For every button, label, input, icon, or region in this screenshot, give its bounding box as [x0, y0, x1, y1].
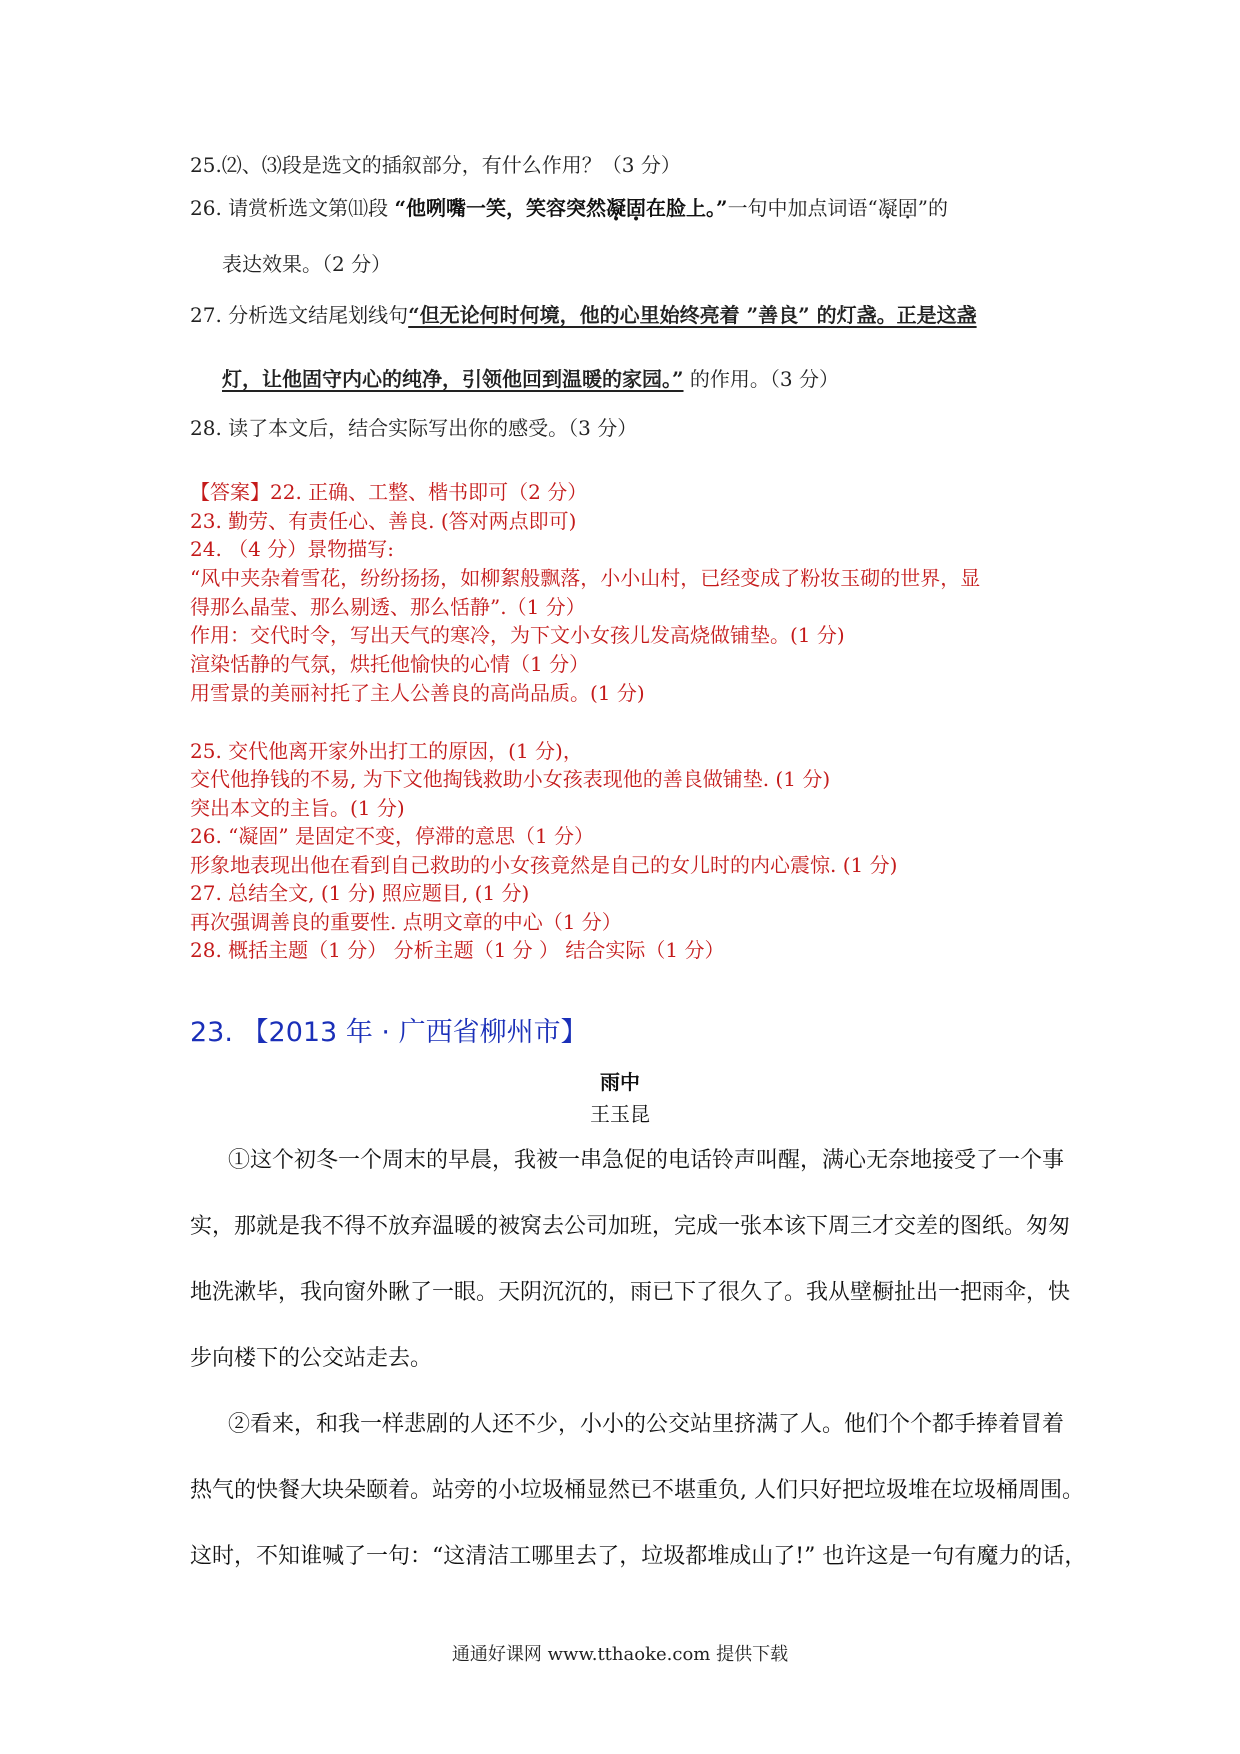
emphasis-dot-char: 凝: [606, 196, 627, 220]
question-27-suffix: 的作用。（3 分）: [683, 367, 839, 391]
article-line: 这时，不知谁喊了一句：“这清洁工哪里去了，垃圾都堆成山了!” 也许这是一句有魔力的话，: [190, 1544, 1087, 1569]
answer-line: 再次强调善良的重要性. 点明文章的中心（1 分）: [190, 910, 622, 934]
question-26-middle: 一句中加点词语“: [727, 196, 878, 220]
answer-line: 渲染恬静的气氛，烘托他愉快的心情（1 分）: [190, 652, 590, 676]
question-27-line1: [190, 302, 977, 328]
question-27-line2: [222, 366, 839, 392]
question-26-quote: [395, 196, 728, 220]
article-line: ②看来，和我一样悲剧的人还不少，小小的公交站里挤满了人。他们个个都手捧着冒着: [228, 1412, 1065, 1437]
answer-line: 26. “凝固” 是固定不变，停滞的意思（1 分）: [190, 824, 595, 848]
quote-text-start: “他咧嘴一笑，笑容突然: [394, 196, 607, 220]
answer-line: 23. 勤劳、有责任心、善良. (答对两点即可): [190, 509, 577, 533]
question-25: 25.⑵、⑶段是选文的插叙部分，有什么作用？（3 分）: [190, 153, 681, 177]
article-line: 热气的快餐大块朵颐着。站旁的小垃圾桶显然已不堪重负, 人们只好把垃圾堆在垃圾桶周围。: [190, 1478, 1084, 1503]
answer-line: 25. 交代他离开家外出打工的原因，(1 分)，: [190, 739, 583, 763]
answer-line: 形象地表现出他在看到自己救助的小女孩竟然是自己的女儿时的内心震惊. (1 分): [190, 853, 898, 877]
article-line: 步向楼下的公交站走去。: [190, 1346, 433, 1371]
article-line: ①这个初冬一个周末的早晨，我被一串急促的电话铃声叫醒，满心无奈地接受了一个事: [228, 1148, 1065, 1173]
answer-line: 24. （4 分）景物描写:: [190, 537, 394, 561]
question-26-line2: 表达效果。（2 分）: [222, 252, 392, 276]
answer-line: 用雪景的美丽衬托了主人公善良的高尚品质。(1 分): [190, 681, 645, 705]
question-28: 28. 读了本文后，结合实际写出你的感受。（3 分）: [190, 416, 638, 440]
emphasis-dot-char: 固: [897, 196, 918, 220]
quote-text-end: 在脸上。”: [646, 196, 728, 220]
answer-line: 交代他挣钱的不易, 为下文他掏钱救助小女孩表现他的善良做铺垫. (1 分): [190, 767, 831, 791]
page-footer: 通通好课网 www.tthaoke.com 提供下载: [451, 1644, 789, 1665]
question-27-prefix: 27. 分析选文结尾划线句: [190, 303, 409, 327]
emphasis-dot-char: 固: [626, 196, 647, 220]
article-title: 雨中: [600, 1070, 640, 1094]
section-heading: 23. 【2013 年 · 广西省柳州市】: [190, 1017, 588, 1048]
article-line: 实，那就是我不得不放弃温暖的被窝去公司加班，完成一张本该下周三才交差的图纸。匆匆: [190, 1214, 1071, 1239]
question-26-suffix: ”的: [917, 196, 949, 220]
question-26-line1: [190, 195, 948, 221]
article-author: 王玉昆: [590, 1102, 650, 1126]
underlined-sentence: 灯，让他固守内心的纯净，引领他回到温暖的家园。”: [222, 367, 684, 391]
question-26-prefix: 26. 请赏析选文第⑾段: [190, 196, 395, 220]
answer-line: 【答案】22. 正确、工整、楷书即可（2 分）: [190, 480, 588, 504]
answer-line: 突出本文的主旨。(1 分): [190, 796, 405, 820]
answer-line: 作用：交代时令，写出天气的寒冷，为下文小女孩儿发高烧做铺垫。(1 分): [190, 623, 845, 647]
answer-line: “风中夹杂着雪花，纷纷扬扬，如柳絮般飘落，小小山村，已经变成了粉妆玉砌的世界，显: [190, 566, 981, 590]
emphasis-dot-char: 凝: [877, 196, 898, 220]
answer-line: 28. 概括主题（1 分） 分析主题（1 分 ） 结合实际（1 分）: [190, 938, 725, 962]
answer-line: 27. 总结全文, (1 分) 照应题目, (1 分): [190, 881, 530, 905]
answer-line: 得那么晶莹、那么剔透、那么恬静”.（1 分）: [190, 595, 586, 619]
underlined-sentence: “但无论何时何境，他的心里始终亮着 ”善良” 的灯盏。正是这盏: [408, 303, 977, 327]
article-line: 地洗漱毕，我向窗外瞅了一眼。天阴沉沉的，雨已下了很久了。我从壁橱扯出一把雨伞，快: [190, 1280, 1071, 1305]
